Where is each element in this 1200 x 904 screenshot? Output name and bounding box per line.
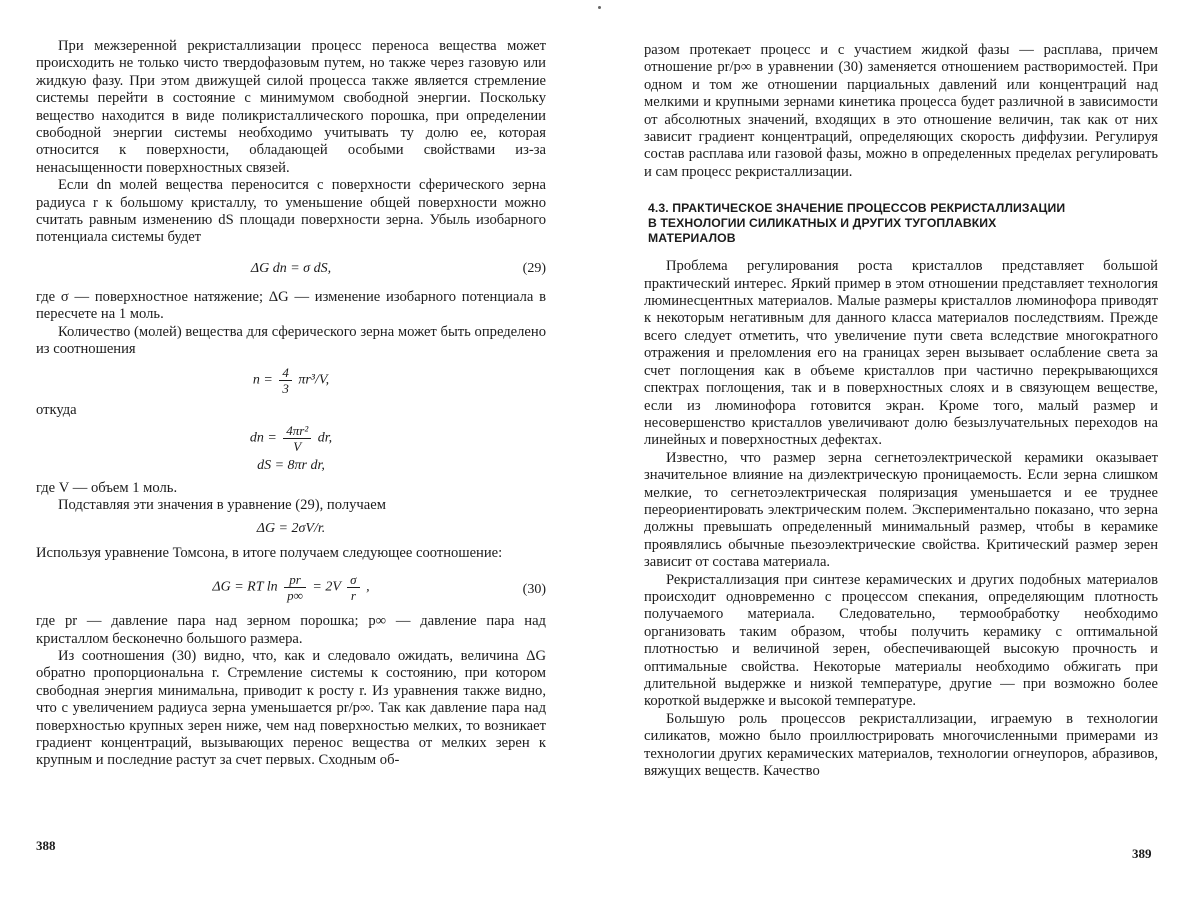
equation-dn-fraction [283,423,311,454]
left-paragraph-1: При межзеренной рекристаллизации процесс переноса вещества может происходить не только чисто твердофазовым путем, но также через газовую или жидкую фазу. При этом движущей силой процесса также является стремление системы перейти в состояние с минимумом свободной энергии. Поскольку вещество находится в виде поликристаллического порошка, при определении свободной энергии системы необходимо учитывать ту долю ее, которая относится к поверхности, обладающей особыми свойствами из-за ненасыщенности поверхностных связей. [36,38,546,176]
section-heading-4-3 [648,201,1158,246]
section-heading-line-3: МАТЕРИАЛОВ [648,231,736,246]
left-paragraph-4: Количество (молей) вещества для сферического зерна может быть определено из соотношения [36,323,546,358]
right-paragraph-3: Известно, что размер зерна сегнетоэлектрической керамики оказывает значительное влияние на диэлектрическую проницаемость. Если зерна слишком мелкие, то сегнетоэлектрическая поляризация уменьшается и ее труднее переориентировать электрическим полем. Экспериментально показано, что зерна должны превышать определенный минимальный размер, чтобы в керамике проявлялись обычные пьезоэлектрические свойства. Критический размер зерен зависит от состава материала. [644,449,1158,571]
equation-dn-numerator: 4πr² [283,423,311,439]
left-paragraph-9: Из соотношения (30) видно, что, как и следовало ожидать, величина ΔG обратно пропорциональна r. Стремление системы к состоянию, при котором свободная энергия минимальна, приводит к росту r. Из уравнения также видно, что с увеличением радиуса зерна уменьшается pr/p∞. Так как давление пара над поверхностью крупных зерен ниже, чем над поверхностью мелких, то возникает градиент концентраций, вызывающих перенос вещества от мелких зерен к крупным и последние растут за счет первых. Сходным об- [36,647,546,769]
right-paragraph-1: разом протекает процесс и с участием жидкой фазы — расплава, причем отношение pr/p∞ в уравнении (30) заменяется отношением растворимостей. При одном и том же отношении парциальных давлений или концентраций над мелкими и крупными зернами кинетика процесса будет различной в зависимости от абсолютных значений, входящих в это отношение величин, так как от них зависит градиент концентраций, определяющих скорость диффузии. Регулируя состав расплава или газовой фазы, можно в определенных пределах регулировать и сам процесс рекристаллизации. [644,42,1158,180]
left-text-column [36,38,546,770]
left-paragraph-5: где V — объем 1 моль. [36,479,178,496]
equation-29-number: (29) [522,260,546,276]
right-paragraph-2: Проблема регулирования роста кристаллов представляет большой практический интерес. Яркий пример в этом отношении представляет технология люминесцентных материалов. Малые размеры кристаллов люминофора приводят к некоторым негативным для данного класса материалов последствиям. Прежде всего следует отметить, что увеличение пути света вследствие многократного отражения и преломления его на границах зерен вызывает ослабление света за счет поглощения как в объеме кристаллов при частично перекрывающихся спектрах поглощения, так и в поверхностных слоях и в связующем веществе, если из люминофора готовится экран. Кроме того, малый размер и несовершенство кристаллов увеличивают долю безызлучательных переходов на линейных и поверхностных дефектах. [644,258,1158,449]
equation-dn [36,423,546,454]
equation-30-sigma-denominator: r [350,588,356,604]
equation-30-fraction-sigma [347,572,359,603]
equation-30-sigma-numerator: σ [347,572,359,588]
section-heading-line-2: В ТЕХНОЛОГИИ СИЛИКАТНЫХ И ДРУГИХ ТУГОПЛАВКИХ [648,216,997,231]
equation-29-body: ΔG dn = σ dS, [250,260,332,276]
equation-dn-lhs: dn = [249,430,277,446]
left-paragraph-6: Подставляя эти значения в уравнение (29), получаем [58,497,386,514]
right-paragraph-4: Рекристаллизация при синтезе керамических и других подобных материалов происходит одновременно с процессом спекания, определяющим плотность получаемого материала. Следовательно, термообработку необходимо организовать таким образом, чтобы получить керамику с оптимальной плотностью и величиной зерен, обеспечивающей высокую прочность и оптимальные свойства. Некоторые материалы необходимо обжигать при длительной выдержке и низкой температуре, другие — при возможно более короткой выдержке и высокой температуре. [644,571,1158,710]
left-page-number: 388 [36,838,56,853]
left-paragraph-7: Используя уравнение Томсона, в итоге получаем следующее соотношение: [36,544,503,561]
equation-ds-body: dS = 8πr dr, [257,457,325,473]
equation-n-numerator: 4 [279,365,292,381]
equation-30-p-numerator: pr [284,572,306,588]
equation-29 [36,259,546,279]
equation-30-number: (30) [522,582,546,598]
equation-30-fraction-p [284,572,306,603]
equation-30-p-denominator: p∞ [287,588,303,604]
equation-n-lhs: n = [252,372,273,388]
equation-n [36,365,546,396]
equation-n-rhs: πr³/V, [298,372,330,388]
equation-30 [36,572,546,603]
section-heading-line-1: 4.3. ПРАКТИЧЕСКОЕ ЗНАЧЕНИЕ ПРОЦЕССОВ РЕКРИСТАЛЛИЗАЦИИ [648,201,1066,216]
equation-ds [36,456,546,476]
right-text-column [644,42,1158,780]
equation-30-part-b: = 2V [312,579,341,595]
left-paragraph-3: где σ — поверхностное натяжение; ΔG — изменение изобарного потенциала в пересчете на 1 моль. [36,288,546,323]
left-paragraph-8: где pr — давление пара над зерном порошка; p∞ — давление пара над кристаллом бесконечно большого размера. [36,613,546,647]
equation-dn-rhs: dr, [317,430,333,446]
equation-dg-body: ΔG = 2σV/r. [256,520,326,536]
equation-dg [36,519,546,539]
left-otkuda: откуда [36,401,77,418]
equation-dn-denominator: V [293,438,302,454]
right-page-number: 389 [1132,846,1152,861]
equation-30-part-c: , [366,579,370,595]
equation-n-fraction [279,365,292,396]
equation-30-part-a: ΔG = RT ln [212,579,278,595]
equation-n-denominator: 3 [282,380,289,396]
right-paragraph-5: Большую роль процессов рекристаллизации, играемую в технологии силикатов, можно было проиллюстрировать многочисленными примерами из технологии других керамических материалов, технологии огнеупоров, абразивов, вяжущих веществ. Качество [644,710,1158,780]
right-page [600,0,1200,904]
left-paragraph-2: Если dn молей вещества переносится с поверхности сферического зерна радиуса r к большому кристаллу, то уменьшение общей поверхности можно считать равным изменению dS площади поверхности зерна. Убыль изобарного потенциала системы будет [36,177,546,246]
